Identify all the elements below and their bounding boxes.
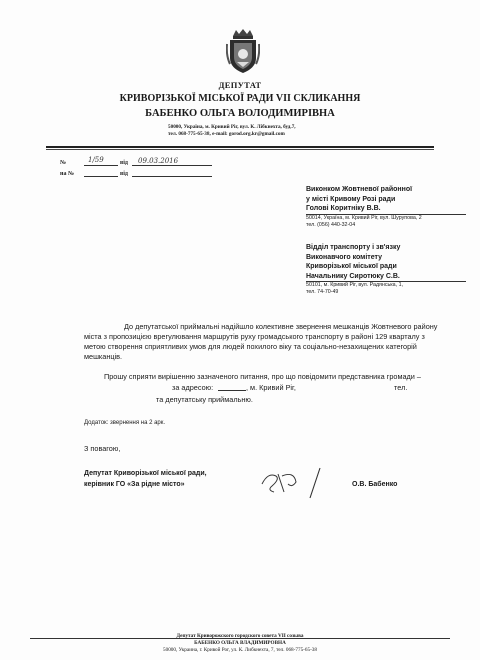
reg-date-label: від xyxy=(120,160,128,166)
reg-no-value: 1/59 xyxy=(88,156,104,164)
recipient-2 xyxy=(306,243,466,296)
letterhead-address-line1: 50000, Україна, м. Кривий Ріг, вул. К. Лібкнехта, буд.7, xyxy=(168,124,296,130)
letterhead-address xyxy=(168,124,468,138)
letterhead-rule-thin xyxy=(46,149,434,150)
address-blank-line xyxy=(218,390,246,391)
recipient-1-address: 50014, Україна, м. Кривий Ріг, вул. Шурупова, 2 xyxy=(306,214,422,221)
body-address-label: за адресою: xyxy=(172,383,214,392)
body-para2-line3: та депутатську приймальню. xyxy=(156,395,253,404)
recipient-2-line: Відділ транспорту і зв'язку xyxy=(306,244,401,251)
recipient-2-line: Криворізької міської ради xyxy=(306,263,397,270)
recipient-2-address: 50101, м. Кривий Ріг, вул. Радянська, 1, xyxy=(306,282,403,288)
recipient-1-line: у місті Кривому Розі ради xyxy=(306,195,396,203)
footer-line1: Депутат Криворожского городского совета VII созыва xyxy=(176,633,304,639)
closing: З повагою, xyxy=(84,444,121,453)
reg-no-label: № xyxy=(60,160,67,166)
letterhead-council: КРИВОРІЗЬКОЇ МІСЬКОЇ РАДИ VII СКЛИКАННЯ xyxy=(119,93,361,104)
signatory-name: О.В. Бабенко xyxy=(352,481,398,488)
body-para1-line1: До депутатської приймальні надійшло колективне звернення мешканців Жовтневого району xyxy=(124,322,438,331)
body-para2-line1: Прошу сприяти вирішенню зазначеного питання, про що повідомити представника громади – xyxy=(104,372,421,381)
footer-line3: 50000, Украина, г. Кривой Рог, ул. К. Либкнехта, 7, тел. 068-775-65-38 xyxy=(163,647,317,653)
reply-date-label: від xyxy=(120,171,128,177)
reply-no-line xyxy=(84,169,118,177)
letterhead-address-line2: тел. 068-775-65-38, e-mail: gorod.org.kr@gmail.com xyxy=(168,131,285,137)
reply-no-label: на № xyxy=(60,171,74,177)
footer-line2: БАБЕНКО ОЛЬГА ВЛАДИМИРОВНА xyxy=(194,640,286,646)
coat-of-arms-emblem-icon xyxy=(226,28,260,74)
body-city: , м. Кривий Ріг, xyxy=(246,383,296,392)
body-para1-line3: метою створення сприятливих умов для людей похилого віку та соціально-незахищених категорій xyxy=(84,342,417,351)
letterhead-rule-thick xyxy=(46,146,434,148)
handwritten-signature-icon xyxy=(258,462,338,502)
attachment-note: Додаток: звернення на 2 арк. xyxy=(84,420,166,426)
reg-date-value: 09.03.2016 xyxy=(138,157,179,165)
recipient-2-phone: тел. 74-70-49 xyxy=(306,289,339,295)
recipient-1 xyxy=(306,185,466,229)
signatory-title: Депутат Криворізької міської ради, xyxy=(84,470,207,477)
recipient-2-line: Начальнику Сиротюку С.В. xyxy=(306,272,400,280)
body-para1-line4: мешканців. xyxy=(84,352,123,361)
reply-date-line xyxy=(132,169,212,177)
letterhead-name: БАБЕНКО ОЛЬГА ВОЛОДИМИРІВНА xyxy=(145,108,335,119)
recipient-1-line: Виконком Жовтневої районної xyxy=(306,186,413,193)
recipient-1-line: Голові Коритнiку В.В. xyxy=(306,205,381,212)
body-para1-line2: міста з пропозицією врегулювання маршрутів руху громадського транспорту в районі 129 кварталу з xyxy=(84,332,425,341)
body-phone-label: тел. xyxy=(394,383,408,392)
signatory-org: керівник ГО «За рідне місто» xyxy=(84,481,185,488)
recipient-1-phone: тел. (056) 440-32-04 xyxy=(306,221,356,228)
letterhead-title: ДЕПУТАТ xyxy=(218,80,262,90)
recipient-2-line: Виконавчого комітету xyxy=(306,253,383,261)
